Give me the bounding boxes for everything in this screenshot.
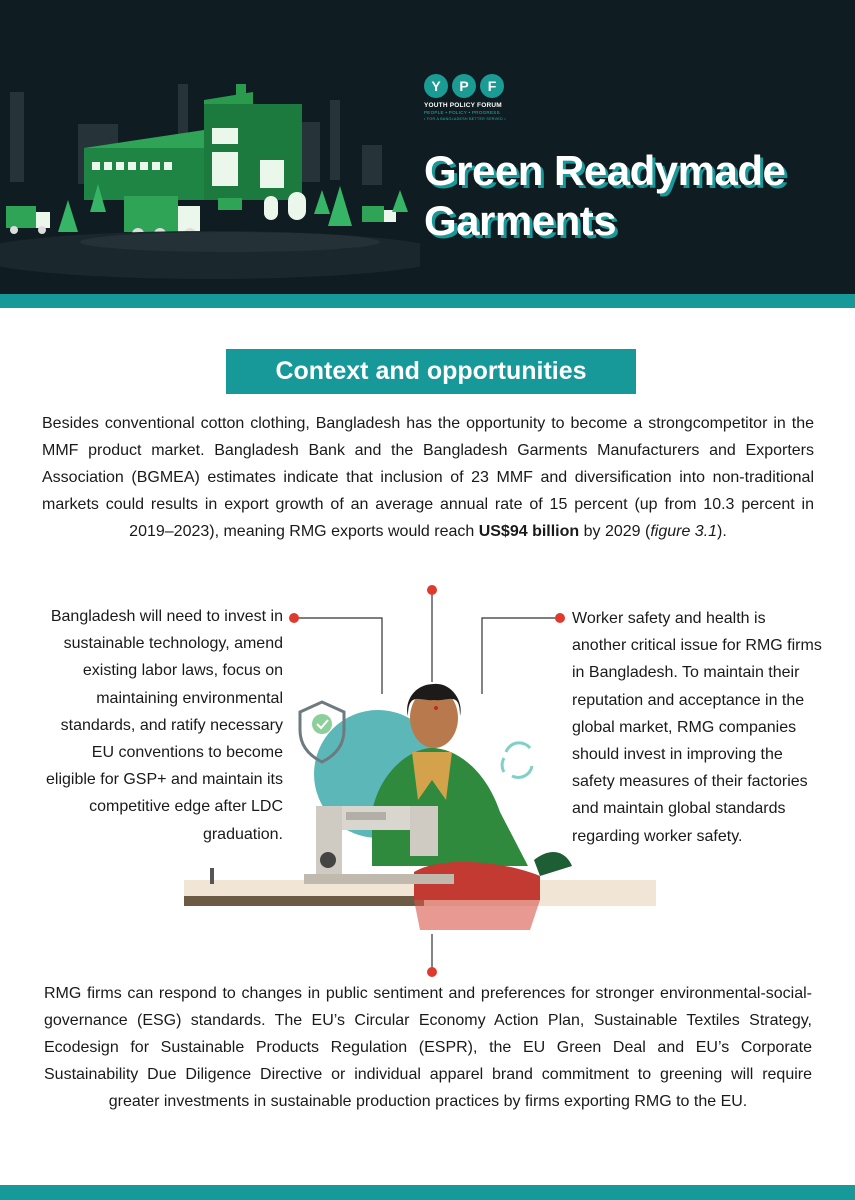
recycle-icon bbox=[502, 743, 532, 778]
logo-letter-y: Y bbox=[424, 74, 448, 98]
left-callout: Bangladesh will need to invest in sustainable technology, amend existing labor laws, focus on maintaining environmental standards, and ratify necessary EU conventions to become eligible for GSP+ and maintain its competitive edge after LDC graduation. bbox=[45, 608, 283, 843]
logo-letters bbox=[424, 74, 520, 98]
intro-paragraph bbox=[42, 410, 814, 545]
header-divider-band bbox=[0, 294, 855, 308]
bottom-paragraph: RMG firms can respond to changes in public sentiment and preferences for stronger environmental-social-governance (ESG) standards. The EU’s Circular Economy Action Plan, Sustainable Textiles Strategy, Ecodesign for Sustainable Products Regulation (ESPR), the EU Green Deal and EU’s Corporate Sustainability Due Diligence Directive or individual apparel brand commitment to greening will require greater investments in sustainable production practices by firms exporting RMG to the EU. bbox=[44, 985, 812, 1110]
factory-illustration bbox=[0, 0, 420, 294]
logo-tagline: PEOPLE • POLICY • PROGRESS bbox=[424, 110, 500, 115]
intro-text-2: by 2029 ( bbox=[579, 523, 651, 540]
logo-name: YOUTH POLICY FORUM bbox=[424, 102, 502, 109]
logo-subtagline: • FOR A BANGLADESH BETTER SERVED • bbox=[424, 117, 506, 121]
header-banner bbox=[0, 0, 855, 294]
ypf-logo bbox=[424, 74, 520, 121]
section-title: Context and opportunities bbox=[226, 349, 636, 394]
intro-text-end: ). bbox=[717, 523, 727, 540]
figure-reference: figure 3.1 bbox=[650, 523, 718, 540]
connector-dot-bottom bbox=[427, 967, 437, 977]
intro-text-1: Besides conventional cotton clothing, Bangladesh has the opportunity to become a strongcompetitor in the MMF product market. Bangladesh Bank and the Bangladesh Garments Manufacturers and Exporters Association (BGMEA) estimates indicate that inclusion of 23 MMF and diversification into non-traditional markets could results in export growth of an average annual rate of 15 percent (up from 10.3 percent in 2019–2023), meaning RMG exports would reach bbox=[42, 415, 814, 540]
right-callout: Worker safety and health is another critical issue for RMG firms in Bangladesh. To maintain their reputation and acceptance in the global market, RMG companies should invest in improving the safety measures of their factories and maintain global standards regarding worker safety. bbox=[572, 610, 822, 845]
page-title-line-1: Green Readymade bbox=[424, 147, 786, 194]
connector-dot-top bbox=[427, 585, 437, 595]
logo-letter-f: F bbox=[480, 74, 504, 98]
logo-letter-p: P bbox=[452, 74, 476, 98]
connector-dot-right bbox=[555, 613, 565, 623]
page-title bbox=[424, 146, 834, 246]
footer-band bbox=[0, 1185, 855, 1200]
intro-bold-figure: US$94 billion bbox=[478, 523, 580, 540]
connector-dot-left bbox=[289, 613, 299, 623]
page-title-line-2: Garments bbox=[424, 197, 617, 244]
